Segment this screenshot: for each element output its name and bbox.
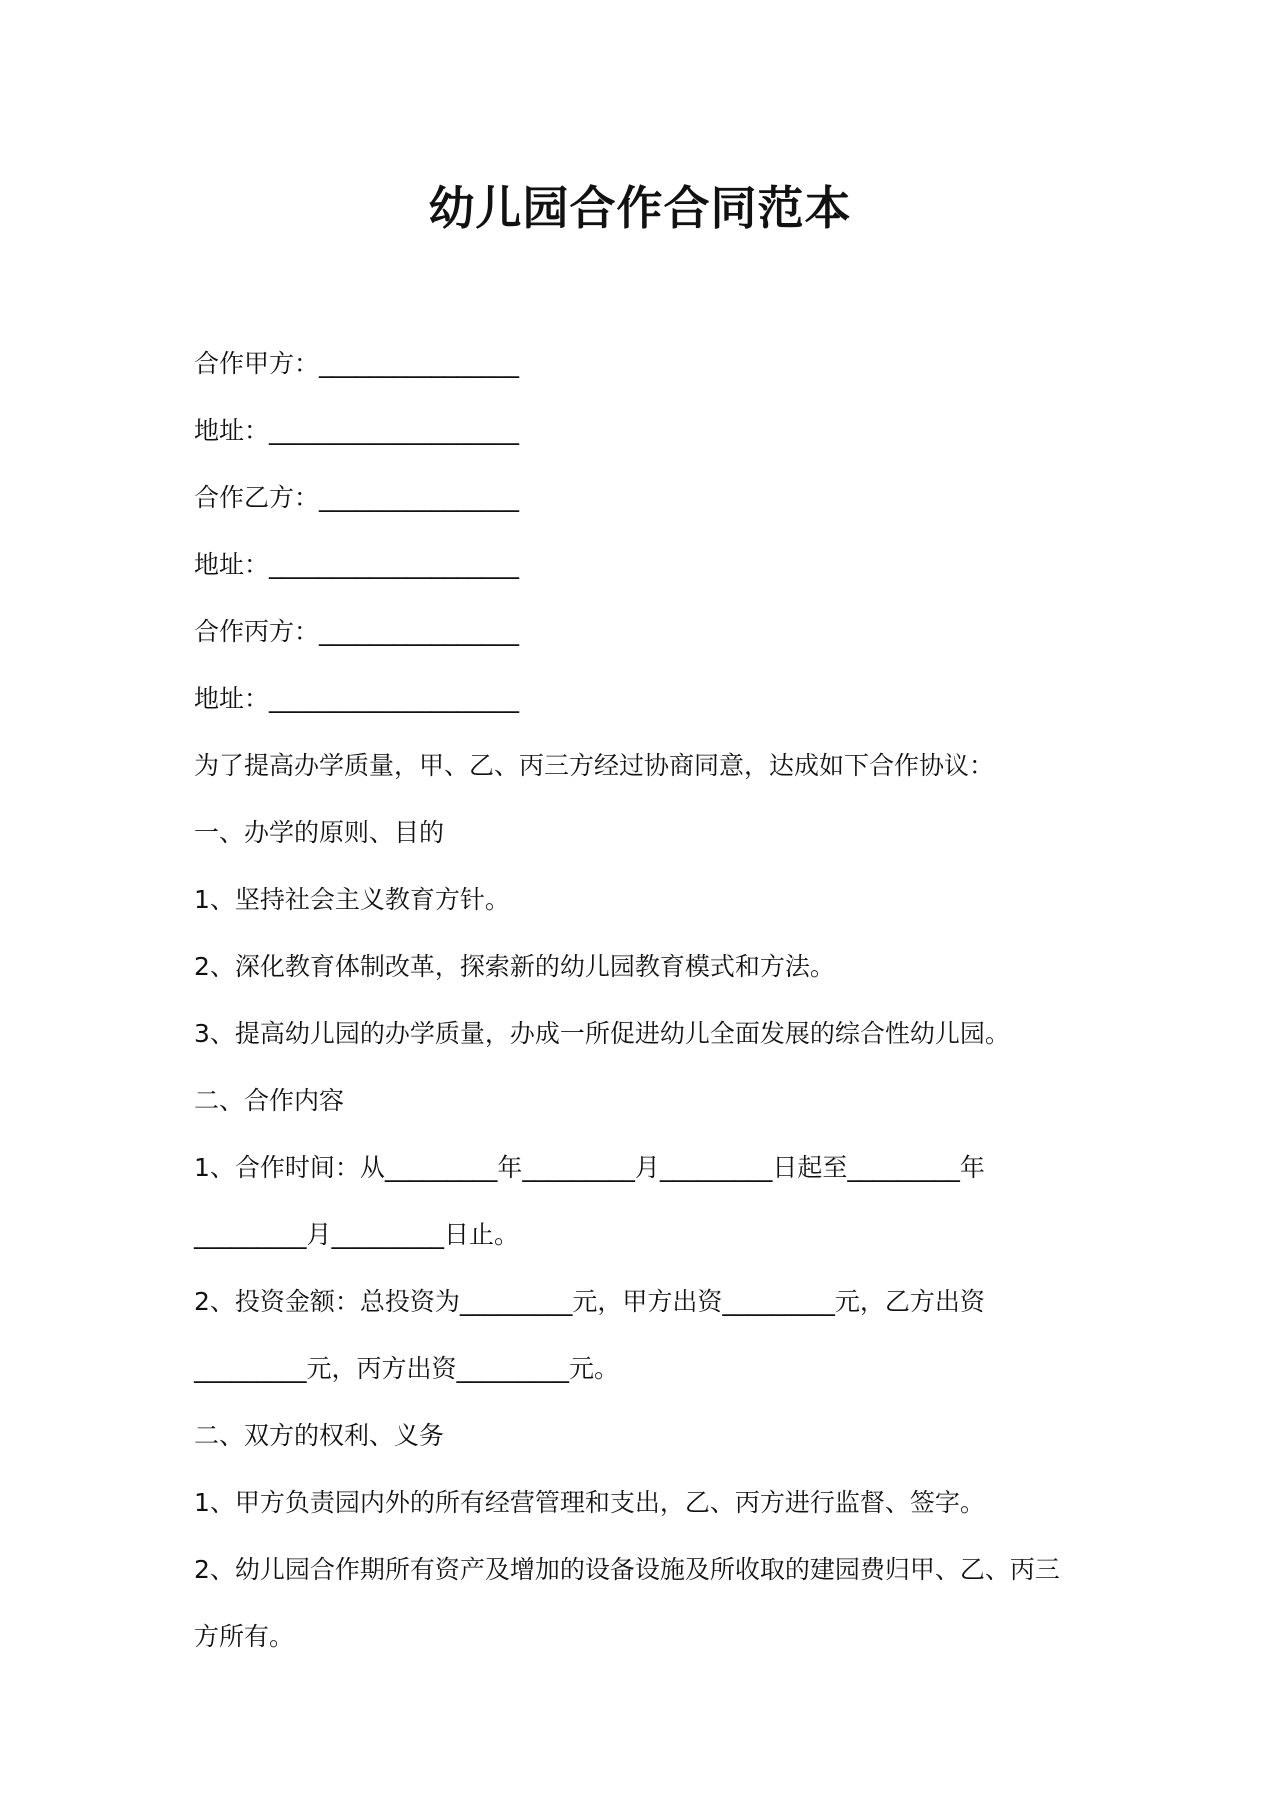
investment-amount-line: 2、投资金额：总投资为_________元，甲方出资_________元，乙方出资 (194, 1287, 985, 1316)
investment-amount-line-continued: _________元，丙方出资_________元。 (194, 1354, 620, 1383)
cooperation-time-line: 1、合作时间：从_________年_________月_________日起至_________年 (194, 1153, 985, 1182)
rights-item-continued: 方所有。 (194, 1622, 295, 1651)
section-heading-principles: 一、办学的原则、目的 (194, 818, 445, 847)
rights-item: 2、幼儿园合作期所有资产及增加的设备设施及所收取的建园费归甲、乙、丙三 (194, 1555, 1060, 1584)
party-b-address-line: 地址：____________________ (194, 550, 520, 579)
party-c-line: 合作丙方：________________ (194, 617, 520, 646)
principle-item: 2、深化教育体制改革，探索新的幼儿园教育模式和方法。 (194, 952, 835, 981)
party-b-line: 合作乙方：________________ (194, 483, 520, 512)
party-a-line: 合作甲方：________________ (194, 349, 520, 378)
principle-item: 3、提高幼儿园的办学质量，办成一所促进幼儿全面发展的综合性幼儿园。 (194, 1019, 1010, 1048)
intro-paragraph: 为了提高办学质量，甲、乙、丙三方经过协商同意，达成如下合作协议： (194, 751, 995, 780)
document-body (194, 330, 1094, 1670)
party-a-address-line: 地址：____________________ (194, 416, 520, 445)
rights-item: 1、甲方负责园内外的所有经营管理和支出，乙、丙方进行监督、签字。 (194, 1488, 985, 1517)
document-title: 幼儿园合作合同范本 (428, 181, 852, 235)
party-c-address-line: 地址：____________________ (194, 684, 520, 713)
principle-item: 1、坚持社会主义教育方针。 (194, 885, 510, 914)
cooperation-time-line-continued: _________月_________日止。 (194, 1220, 520, 1249)
section-heading-content: 二、合作内容 (194, 1086, 345, 1115)
section-heading-rights: 二、双方的权利、义务 (194, 1421, 445, 1450)
